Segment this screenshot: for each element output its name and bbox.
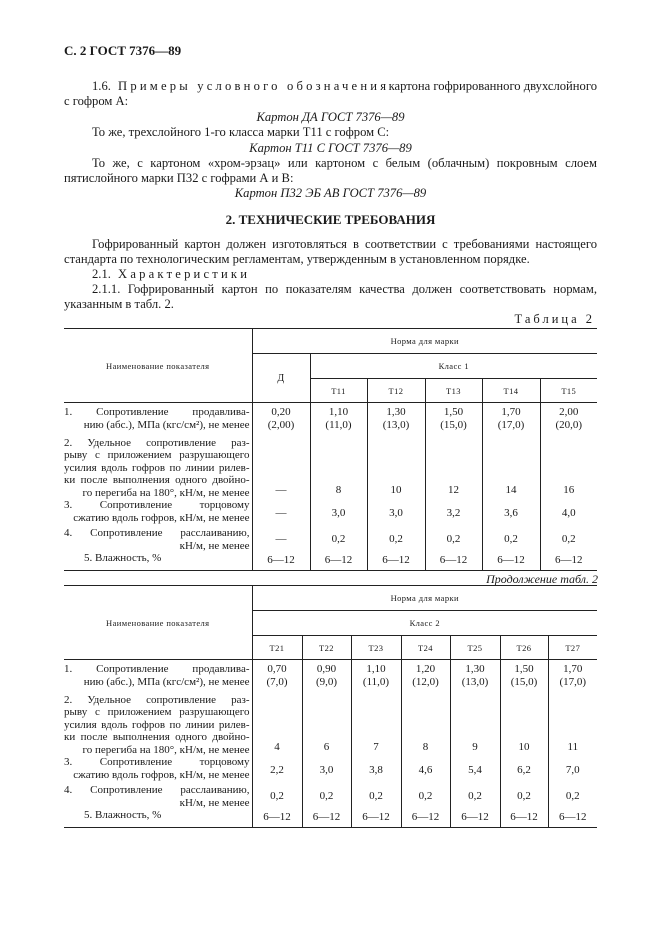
paragraph-example-2: То же, трехслойного 1-го класса марки Т11 с гофром С: xyxy=(92,125,390,139)
table-cell: 6—12 xyxy=(482,552,540,570)
table-cell: 0,2 xyxy=(367,527,425,552)
row-label-line: 2. Удельное сопротивление раз- xyxy=(64,436,250,449)
section-paragraph-line-1: Гофрированный картон должен изготовляться в соответствии с требованиями настоящего xyxy=(92,237,597,251)
table-row xyxy=(64,694,597,757)
paragraph-2-1-1-line-2: указанным в табл. 2. xyxy=(64,297,174,311)
table-cell: 10 xyxy=(500,694,548,757)
table-cell: — xyxy=(252,437,310,500)
table-cell: 6—12 xyxy=(548,809,597,827)
col-header-grade: Т23 xyxy=(351,636,401,660)
row-label-line: 4. Сопротивление расслаиванию, xyxy=(64,784,250,796)
col-header-class: Класс 2 xyxy=(252,611,597,636)
table-cell: 0,2 xyxy=(548,784,597,809)
row-label-line: го перегиба на 180°, кН/м, не менее xyxy=(82,486,250,499)
cell-value-line: (17,0) xyxy=(559,676,587,688)
row-label-line: кН/м, не менее xyxy=(179,796,250,809)
paragraph-1-6-line-2: с гофром А: xyxy=(64,94,129,108)
table-cell xyxy=(540,403,597,437)
paragraph-example-3-line-1: То же, с картоном «хром-эрзац» или картоном с белым (облачным) покровным слоем xyxy=(92,156,597,170)
table-continuation-caption: Продолжение табл. 2 xyxy=(486,572,598,586)
table-row xyxy=(64,499,597,527)
table-cell: 14 xyxy=(482,437,540,500)
table-row xyxy=(64,784,597,809)
table-cell: 0,2 xyxy=(302,784,351,809)
col-header-indicator: Наименование показателя xyxy=(64,329,252,403)
table-cell: 6—12 xyxy=(450,809,500,827)
table-cell: 12 xyxy=(425,437,482,500)
section-title: 2. ТЕХНИЧЕСКИЕ ТРЕБОВАНИЯ xyxy=(225,212,436,227)
table-cell: 6—12 xyxy=(252,552,310,570)
row-label-line: усилия вдоль гофров по линии рилев- xyxy=(64,461,250,474)
table-cell xyxy=(500,660,548,694)
cell-value-line: (7,0) xyxy=(266,676,288,688)
col-header-grade: Т12 xyxy=(367,379,425,403)
row-label xyxy=(64,499,252,527)
table-cell: 6—12 xyxy=(401,809,450,827)
table-cell: 3,0 xyxy=(302,756,351,784)
table-cell xyxy=(252,660,302,694)
table-row xyxy=(64,756,597,784)
table-class-2 xyxy=(64,585,597,828)
table-cell: 4,6 xyxy=(401,756,450,784)
table-cell: 6—12 xyxy=(425,552,482,570)
table-cell xyxy=(310,403,367,437)
row-label xyxy=(64,756,252,784)
row-label-line: 3. Сопротивление торцовому xyxy=(64,499,250,511)
col-header-norm: Норма для марки xyxy=(252,329,597,354)
row-label xyxy=(64,403,252,437)
col-header-grade: Т22 xyxy=(302,636,351,660)
row-label-line: кН/м, не менее xyxy=(179,539,250,552)
col-header-grade: Т15 xyxy=(540,379,597,403)
table-cell: 6—12 xyxy=(310,552,367,570)
table-cell: 3,8 xyxy=(351,756,401,784)
table-cell: 2,2 xyxy=(252,756,302,784)
col-header-grade: Т13 xyxy=(425,379,482,403)
cell-value-line: (12,0) xyxy=(412,676,439,688)
cell-value-line: 1,50 xyxy=(514,663,534,675)
cell-value-line: 1,20 xyxy=(415,663,436,675)
table-cell xyxy=(302,660,351,694)
table-cell xyxy=(425,403,482,437)
table-cell: 9 xyxy=(450,694,500,757)
row-label-line: 3. Сопротивление торцовому xyxy=(64,756,250,768)
row-label-line: сжатию вдоль гофров, кН/м, не менее xyxy=(73,768,250,781)
row-label xyxy=(64,437,252,500)
spaced-heading: Примеры условного обозначения xyxy=(118,79,390,93)
table-cell: 16 xyxy=(540,437,597,500)
cell-value-line: (13,0) xyxy=(382,419,410,431)
table-cell xyxy=(367,403,425,437)
col-header-grade-d: Д xyxy=(252,354,310,403)
table-cell: 6 xyxy=(302,694,351,757)
table-row xyxy=(64,552,597,570)
example-designation-1: Картон ДА ГОСТ 7376—89 xyxy=(256,110,405,124)
col-header-norm: Норма для марки xyxy=(252,586,597,611)
table-cell: 3,6 xyxy=(482,499,540,527)
col-header-grade: Т24 xyxy=(401,636,450,660)
row-label-line: 5. Влажность, % xyxy=(84,552,162,564)
col-header-class: Класс 1 xyxy=(310,354,597,379)
table-cell: 3,0 xyxy=(367,499,425,527)
table-cell: 11 xyxy=(548,694,597,757)
table-cell: — xyxy=(252,499,310,527)
table-cell: 6—12 xyxy=(351,809,401,827)
page-header: С. 2 ГОСТ 7376—89 xyxy=(64,43,182,58)
table-cell: 8 xyxy=(401,694,450,757)
table-caption: Таблица 2 xyxy=(514,312,595,326)
col-header-grade: Т21 xyxy=(252,636,302,660)
subsection-2-1 xyxy=(92,266,250,282)
cell-value-line: 1,10 xyxy=(366,663,386,675)
cell-value-line: 0,70 xyxy=(267,663,287,675)
row-label xyxy=(64,809,252,827)
table-cell: 3,0 xyxy=(310,499,367,527)
table-class-1 xyxy=(64,328,597,571)
row-label-line: сжатию вдоль гофров, кН/м, не менее xyxy=(73,511,250,524)
col-header-grade: Т14 xyxy=(482,379,540,403)
table-cell: 7 xyxy=(351,694,401,757)
table-cell: 3,2 xyxy=(425,499,482,527)
cell-value-line: 1,70 xyxy=(563,663,583,675)
cell-value-line: 1,50 xyxy=(443,406,464,418)
row-label-line: 5. Влажность, % xyxy=(84,809,162,821)
table-cell: 4 xyxy=(252,694,302,757)
row-label-line: усилия вдоль гофров по линии рилев- xyxy=(64,718,250,731)
table-cell: 6—12 xyxy=(302,809,351,827)
row-label-line: нию (абс.), МПа (кгс/см²), не менее xyxy=(83,418,250,431)
example-designation-3: Картон П32 ЭБ АВ ГОСТ 7376—89 xyxy=(234,186,427,200)
row-label-line: ки после выполнения одного двойно- xyxy=(64,731,250,743)
section-paragraph-line-2: стандарта по технологическим регламентам, утвержденным в установленном порядке. xyxy=(64,252,530,266)
cell-value-line: (9,0) xyxy=(315,676,338,688)
subsection-number: 2.1. xyxy=(92,267,111,281)
table-cell: 6—12 xyxy=(540,552,597,570)
cell-value-line: 1,10 xyxy=(328,406,349,418)
table-cell xyxy=(401,660,450,694)
row-label-line: ки после выполнения одного двойно- xyxy=(64,474,250,486)
table-row xyxy=(64,660,597,694)
paragraph-1-6-line-1 xyxy=(92,78,597,94)
cell-value-line: (15,0) xyxy=(510,676,538,688)
cell-value-line: 1,30 xyxy=(386,406,406,418)
table-cell: 8 xyxy=(310,437,367,500)
cell-value-line: (15,0) xyxy=(440,419,467,431)
cell-value-line: (11,0) xyxy=(325,419,352,431)
table-row xyxy=(64,403,597,437)
table-cell xyxy=(351,660,401,694)
table-cell: 6—12 xyxy=(500,809,548,827)
table-cell: 0,2 xyxy=(450,784,500,809)
paragraph-example-3-line-2: пятислойного марки П32 с гофрами А и В: xyxy=(64,171,294,185)
row-label-line: нию (абс.), МПа (кгс/см²), не менее xyxy=(83,675,250,688)
table-cell xyxy=(482,403,540,437)
table-cell: 0,2 xyxy=(540,527,597,552)
table-cell: 6—12 xyxy=(367,552,425,570)
col-header-indicator: Наименование показателя xyxy=(64,586,252,660)
row-label xyxy=(64,694,252,757)
paragraph-number: 1.6. xyxy=(92,79,111,93)
table-cell: 0,2 xyxy=(401,784,450,809)
paragraph-text: картона гофрированного двухслойного xyxy=(388,79,597,93)
row-label-line: 4. Сопротивление расслаиванию, xyxy=(64,527,250,539)
table-cell: 0,2 xyxy=(351,784,401,809)
cell-value-line: (13,0) xyxy=(461,676,489,688)
table-cell: 6,2 xyxy=(500,756,548,784)
row-label xyxy=(64,552,252,570)
subsection-title: Характеристики xyxy=(118,267,251,281)
table-row xyxy=(64,527,597,552)
table-cell: 0,2 xyxy=(310,527,367,552)
cell-value-line: (11,0) xyxy=(362,676,390,688)
table-row xyxy=(64,809,597,827)
table-row xyxy=(64,437,597,500)
col-header-grade: Т26 xyxy=(500,636,548,660)
table-cell xyxy=(450,660,500,694)
row-label-line: 1. Сопротивление продавлива- xyxy=(64,663,250,675)
table-cell: 10 xyxy=(367,437,425,500)
example-designation-2: Картон Т11 С ГОСТ 7376—89 xyxy=(249,141,412,155)
row-label-line: рыву с приложением разрушающего xyxy=(64,449,250,461)
table-cell: 5,4 xyxy=(450,756,500,784)
row-label-line: 1. Сопротивление продавлива- xyxy=(64,406,250,418)
row-label xyxy=(64,660,252,694)
table-cell: 0,2 xyxy=(482,527,540,552)
cell-value-line: 1,30 xyxy=(465,663,485,675)
cell-value-line: 0,20 xyxy=(271,406,291,418)
row-label-line: рыву с приложением разрушающего xyxy=(64,706,250,718)
row-label xyxy=(64,784,252,809)
table-cell: — xyxy=(252,527,310,552)
row-label-line: го перегиба на 180°, кН/м, не менее xyxy=(82,743,250,756)
row-label xyxy=(64,527,252,552)
col-header-grade: Т11 xyxy=(310,379,367,403)
cell-value-line: (17,0) xyxy=(497,419,525,431)
cell-value-line: 0,90 xyxy=(316,663,337,675)
paragraph-2-1-1-line-1: 2.1.1. Гофрированный картон по показателям качества должен соответствовать нормам, xyxy=(92,282,597,296)
cell-value-line: (20,0) xyxy=(555,419,583,431)
cell-value-line: 1,70 xyxy=(501,406,521,418)
table-cell xyxy=(548,660,597,694)
cell-value-line: (2,00) xyxy=(267,419,295,431)
table-cell: 4,0 xyxy=(540,499,597,527)
table-cell: 0,2 xyxy=(252,784,302,809)
table-cell: 0,2 xyxy=(500,784,548,809)
table-cell: 6—12 xyxy=(252,809,302,827)
row-label-line: 2. Удельное сопротивление раз- xyxy=(64,693,250,706)
col-header-grade: Т25 xyxy=(450,636,500,660)
table-cell: 7,0 xyxy=(548,756,597,784)
table-cell xyxy=(252,403,310,437)
table-cell: 0,2 xyxy=(425,527,482,552)
col-header-grade: Т27 xyxy=(548,636,597,660)
cell-value-line: 2,00 xyxy=(559,406,579,418)
